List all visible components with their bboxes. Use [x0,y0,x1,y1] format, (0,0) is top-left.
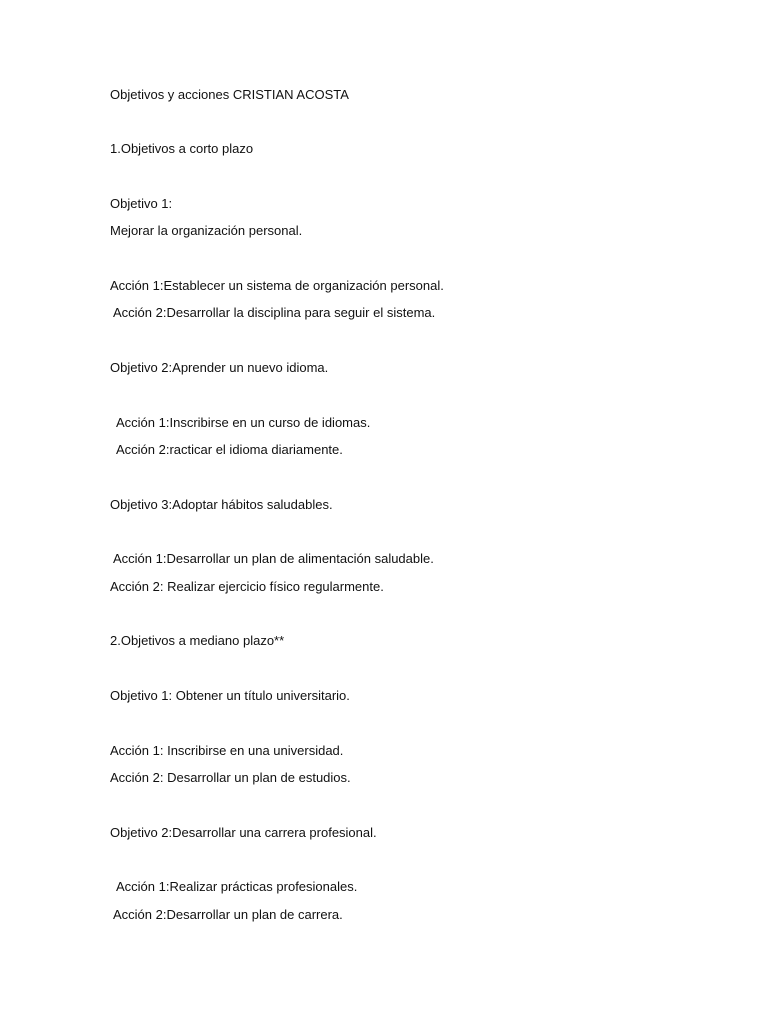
objective-label: Objetivo 3:Adoptar hábitos saludables. [110,497,333,512]
action-item: Acción 2:racticar el idioma diariamente. [116,442,343,457]
action-item: Acción 2: Realizar ejercicio físico regularmente. [110,579,384,594]
action-item: Acción 1:Desarrollar un plan de alimentación saludable. [113,551,434,566]
objective-label: Objetivo 1: [110,196,173,211]
action-item: Acción 2:Desarrollar la disciplina para seguir el sistema. [113,305,436,320]
section-heading-short-term: 1.Objetivos a corto plazo [110,141,254,156]
action-item: Acción 2: Desarrollar un plan de estudios. [110,770,351,785]
document-title: Objetivos y acciones CRISTIAN ACOSTA [110,87,349,102]
action-item: Acción 1:Establecer un sistema de organización personal. [110,278,444,293]
section-heading-medium-term: 2.Objetivos a mediano plazo** [110,633,285,648]
action-item: Acción 2:Desarrollar un plan de carrera. [113,907,343,922]
action-item: Acción 1:Realizar prácticas profesionales. [116,879,358,894]
objective-label: Objetivo 1: Obtener un título universitario. [110,688,350,703]
objective-description: Mejorar la organización personal. [110,223,303,238]
action-item: Acción 1:Inscribirse en un curso de idiomas. [116,415,371,430]
objective-label: Objetivo 2:Aprender un nuevo idioma. [110,360,329,375]
action-item: Acción 1: Inscribirse en una universidad. [110,743,344,758]
objective-label: Objetivo 2:Desarrollar una carrera profesional. [110,825,377,840]
